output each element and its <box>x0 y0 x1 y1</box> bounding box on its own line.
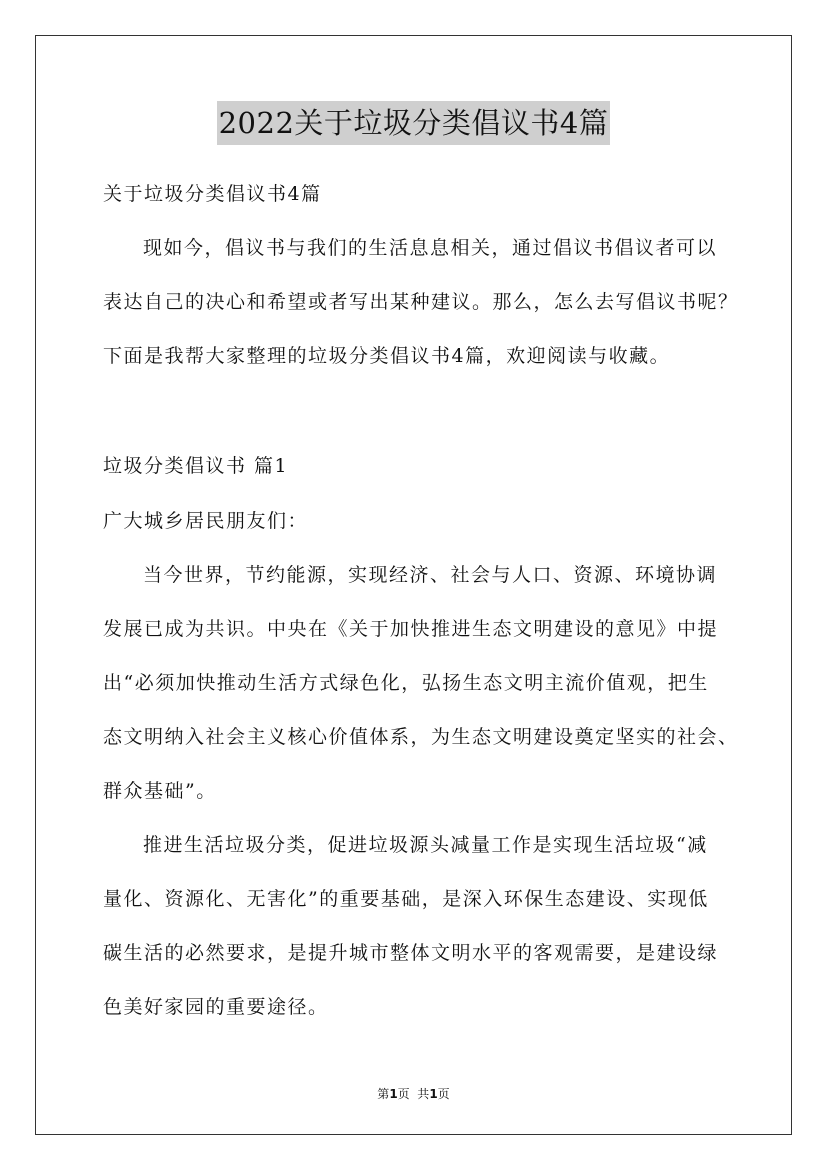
page-label-suffix: 页 <box>437 1087 450 1101</box>
total-page-number: 1 <box>429 1087 438 1101</box>
document-title: 2022关于垃圾分类倡议书4篇 <box>217 101 611 145</box>
paragraph-line: 现如今，倡议书与我们的生活息息相关，通过倡议书倡议者可以 <box>143 237 718 259</box>
page-label-mid: 页 共 <box>397 1087 430 1101</box>
section-heading: 垃圾分类倡议书 篇1 <box>103 455 289 477</box>
paragraph-line: 发展已成为共识。中央在《关于加快推进生态文明建设的意见》中提 <box>103 618 719 640</box>
paragraph-line: 色美好家园的重要途径。 <box>103 996 329 1018</box>
paragraph-line: 出“必须加快推动生活方式绿色化，弘扬生态文明主流价值观，把生 <box>103 672 709 694</box>
paragraph-line: 下面是我帮大家整理的垃圾分类倡议书4篇，欢迎阅读与收藏。 <box>103 345 671 367</box>
page-label-prefix: 第 <box>377 1087 390 1101</box>
title-container <box>0 101 827 145</box>
subtitle-line: 关于垃圾分类倡议书4篇 <box>103 183 322 205</box>
page-footer <box>0 1085 827 1102</box>
paragraph-line: 碳生活的必然要求，是提升城市整体文明水平的客观需要，是建设绿 <box>103 942 719 964</box>
paragraph-line: 群众基础”。 <box>103 780 217 802</box>
paragraph-line: 表达自己的决心和希望或者写出某种建议。那么，怎么去写倡议书呢？ <box>103 291 739 313</box>
paragraph-line: 量化、资源化、无害化”的重要基础，是深入环保生态建设、实现低 <box>103 888 709 910</box>
salutation: 广大城乡居民朋友们： <box>103 510 309 532</box>
paragraph-line: 态文明纳入社会主义核心价值体系，为生态文明建设奠定坚实的社会、 <box>103 726 739 748</box>
paragraph-line: 当今世界，节约能源，实现经济、社会与人口、资源、环境协调 <box>143 564 718 586</box>
paragraph-line: 推进生活垃圾分类，促进垃圾源头减量工作是实现生活垃圾“减 <box>143 834 708 856</box>
current-page-number: 1 <box>389 1087 398 1101</box>
